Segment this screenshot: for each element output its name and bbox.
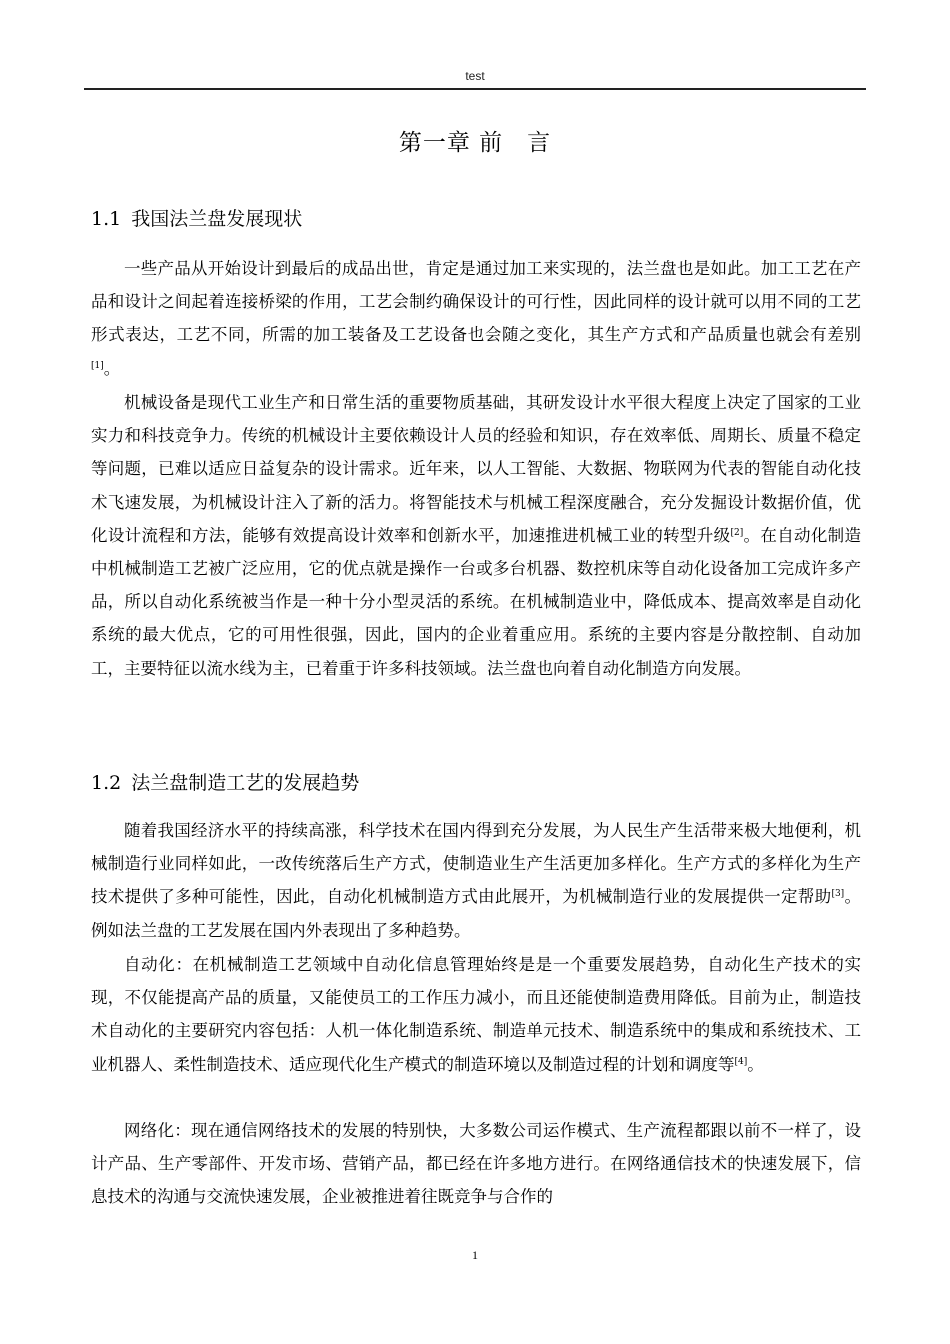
paragraph [91, 948, 861, 1081]
paragraph [91, 386, 861, 685]
paragraph [91, 252, 861, 385]
citation: [1] [91, 360, 104, 371]
paragraph-tail: 。 [103, 358, 121, 378]
paragraph-text: 自动化：在机械制造工艺领域中自动化信息管理始终是是一个重要发展趋势，自动化生产技术的实现，不仅能提高产品的质量，又能使员工的工作压力减小，而且还能使制造费用降低。目前为止，制造技术自动化的主要研究内容包括：人机一体化制造系统、制造单元技术、制造系统中的集成和系统技术、工业机器人、柔性制造技术、适应现代化生产模式的制造环境以及制造过程的计划和调度等 [91, 955, 861, 1074]
paragraph-tail: 。在自动化制造中机械制造工艺被广泛应用，它的优点就是操作一台或多台机器、数控机床等自动化设备加工完成许多产品，所以自动化系统被当作是一种十分小型灵活的系统。在机械制造业中，降低成本、提高效率是自动化系统的最大优点，它的可用性很强，因此，国内的企业着重应用。系统的主要内容是分散控制、自动加工，主要特征以流水线为主，已着重于许多科技领域。法兰盘也向着自动化制造方向发展。 [91, 525, 862, 678]
section-number: 1.2 [91, 772, 122, 794]
header-rule [84, 88, 866, 90]
running-header: test [465, 69, 485, 83]
chapter-title: 第一章 前 言 [398, 130, 552, 156]
paragraph [91, 1114, 861, 1214]
paragraph-text: 随着我国经济水平的持续高涨，科学技术在国内得到充分发展，为人民生产生活带来极大地便利，机械制造行业同样如此，一改传统落后生产方式，使制造业生产生活更加多样化。生产方式的多样化为生产技术提供了多种可能性，因此，自动化机械制造方式由此展开，为机械制造行业的发展提供一定帮助 [91, 821, 861, 907]
citation: [4] [734, 1056, 748, 1067]
section-heading-1-2 [91, 768, 359, 795]
paragraph [91, 814, 861, 947]
paragraph-tail: 。例如法兰盘的工艺发展在国内外表现出了多种趋势。 [91, 887, 862, 940]
citation: [2] [730, 527, 744, 538]
paragraph-text: 机械设备是现代工业生产和日常生活的重要物质基础，其研发设计水平很大程度上决定了国家的工业实力和科技竞争力。传统的机械设计主要依赖设计人员的经验和知识，存在效率低、周期长、质量不稳定等问题，已难以适应日益复杂的设计需求。近年来，以人工智能、大数据、物联网为代表的智能自动化技术飞速发展，为机械设计注入了新的活力。将智能技术与机械工程深度融合，充分发掘设计数据价值，优化设计流程和方法，能够有效提高设计效率和创新水平，加速推进机械工业的转型升级 [91, 393, 861, 545]
section-title: 我国法兰盘发展现状 [131, 208, 303, 230]
section-number: 1.1 [91, 208, 122, 230]
citation: [3] [831, 889, 845, 900]
page-number: 1 [472, 1248, 478, 1262]
paragraph-tail: 。 [747, 1054, 764, 1074]
section-heading-1-1 [91, 204, 302, 231]
paragraph-text: 网络化：现在通信网络技术的发展的特别快，大多数公司运作模式、生产流程都跟以前不一样了，设计产品、生产零部件、开发市场、营销产品，都已经在许多地方进行。在网络通信技术的快速发展下，信息技术的沟通与交流快速发展，企业被推进着往既竞争与合作的 [91, 1121, 861, 1207]
paragraph-text: 一些产品从开始设计到最后的成品出世，肯定是通过加工来实现的，法兰盘也是如此。加工工艺在产品和设计之间起着连接桥梁的作用，工艺会制约确保设计的可行性，因此同样的设计就可以用不同的工艺形式表达，工艺不同，所需的加工装备及工艺设备也会随之变化，其生产方式和产品质量也就会有差别 [91, 259, 861, 345]
section-title: 法兰盘制造工艺的发展趋势 [131, 772, 360, 794]
